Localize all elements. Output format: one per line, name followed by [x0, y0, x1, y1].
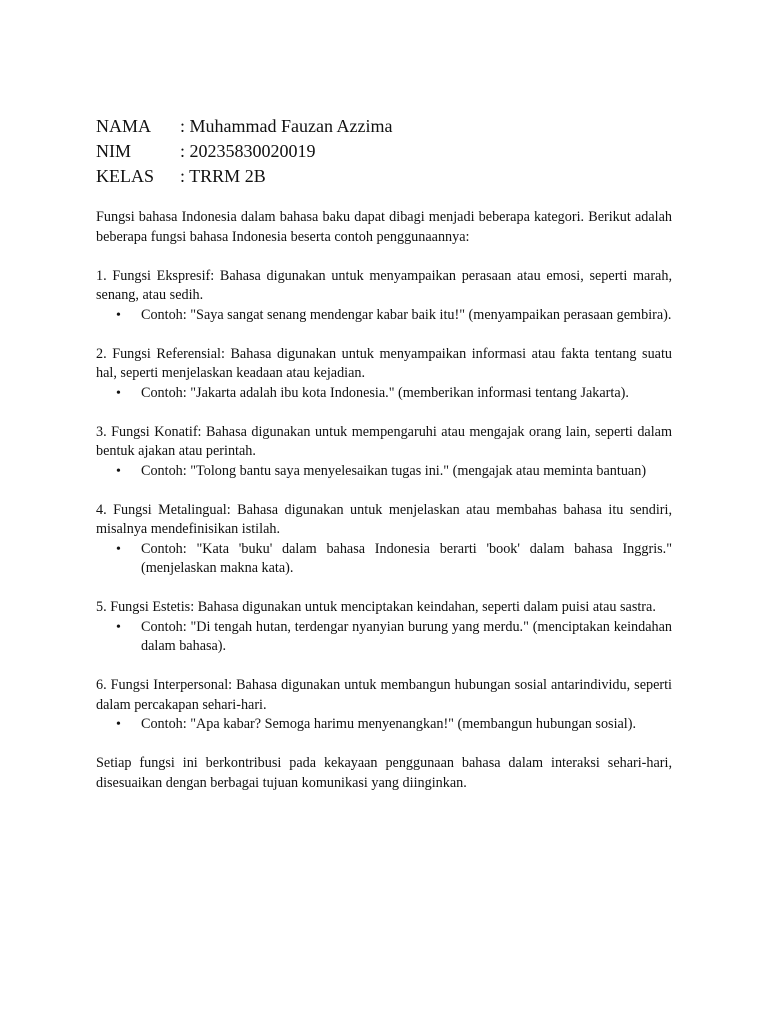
- example-item: [96, 715, 672, 735]
- example-list: [96, 306, 672, 326]
- example-list: [96, 715, 672, 735]
- header-label: NIM: [96, 141, 131, 161]
- section-text: 1. Fungsi Ekspresif: Bahasa digunakan untuk menyampaikan perasaan atau emosi, seperti marah, senang, atau sedih.: [96, 267, 672, 303]
- bullet-icon: •: [116, 463, 121, 479]
- example-list: [96, 618, 672, 657]
- header-value: : TRRM 2B: [180, 166, 266, 186]
- section-konatif: [96, 423, 672, 482]
- bullet-icon: •: [116, 717, 121, 732]
- header-value: : 20235830020019: [180, 141, 316, 161]
- bullet-icon: •: [116, 619, 121, 635]
- example-text: Contoh: "Kata 'buku' dalam bahasa Indonesia berarti 'book' dalam bahasa Inggris." (menjelaskan makna kata).: [141, 540, 672, 576]
- document-body: [96, 208, 672, 793]
- example-text: Contoh: "Tolong bantu saya menyelesaikan tugas ini." (mengajak atau meminta bantuan): [141, 462, 647, 479]
- section-text: 5. Fungsi Estetis: Bahasa digunakan untuk menciptakan keindahan, seperti dalam puisi atau sastra.: [96, 599, 656, 615]
- section-metalingual: [96, 501, 672, 579]
- section-interpersonal: [96, 676, 672, 735]
- bullet-icon: •: [116, 307, 121, 323]
- header-row-kelas: [96, 164, 392, 189]
- example-item: [96, 306, 672, 326]
- header-label: KELAS: [96, 166, 154, 186]
- bullet-icon: •: [116, 385, 121, 401]
- example-text: Contoh: "Jakarta adalah ibu kota Indonesia." (memberikan informasi tentang Jakarta).: [141, 384, 629, 401]
- section-text: 3. Fungsi Konatif: Bahasa digunakan untuk mempengaruhi atau mengajak orang lain, seperti dalam bentuk ajakan atau perintah.: [96, 423, 672, 459]
- example-item: [96, 540, 672, 579]
- section-referensial: [96, 345, 672, 404]
- intro-paragraph: Fungsi bahasa Indonesia dalam bahasa baku dapat dibagi menjadi beberapa kategori. Berikut adalah beberapa fungsi bahasa Indonesia beserta contoh penggunaannya:: [96, 209, 672, 245]
- section-text: 4. Fungsi Metalingual: Bahasa digunakan untuk menjelaskan atau membahas bahasa itu sendiri, misalnya mendefinisikan istilah.: [96, 501, 672, 537]
- header-row-nim: [96, 139, 392, 164]
- example-list: [96, 384, 672, 404]
- example-text: Contoh: "Apa kabar? Semoga harimu menyenangkan!" (membangun hubungan sosial).: [141, 716, 637, 732]
- example-item: [96, 384, 672, 404]
- header-value: : Muhammad Fauzan Azzima: [180, 116, 393, 136]
- example-list: [96, 540, 672, 579]
- student-header: [96, 114, 392, 189]
- header-label: NAMA: [96, 116, 152, 136]
- example-list: [96, 462, 672, 482]
- section-ekspresif: [96, 267, 672, 326]
- section-estetis: [96, 598, 672, 657]
- section-text: 2. Fungsi Referensial: Bahasa digunakan untuk menyampaikan informasi atau fakta tentang suatu hal, seperti menjelaskan keadaan atau kejadian.: [96, 345, 672, 381]
- bullet-icon: •: [116, 541, 121, 557]
- example-text: Contoh: "Di tengah hutan, terdengar nyanyian burung yang merdu." (menciptakan keindahan dalam bahasa).: [141, 618, 672, 654]
- header-row-nama: [96, 114, 392, 139]
- example-item: [96, 462, 672, 482]
- example-text: Contoh: "Saya sangat senang mendengar kabar baik itu!" (menyampaikan perasaan gembira).: [141, 306, 672, 323]
- example-item: [96, 618, 672, 657]
- section-text: 6. Fungsi Interpersonal: Bahasa digunakan untuk membangun hubungan sosial antarindividu, seperti dalam percakapan sehari-hari.: [96, 677, 672, 713]
- closing-paragraph: Setiap fungsi ini berkontribusi pada kekayaan penggunaan bahasa dalam interaksi sehari-hari, disesuaikan dengan berbagai tujuan komunikasi yang diinginkan.: [96, 755, 672, 791]
